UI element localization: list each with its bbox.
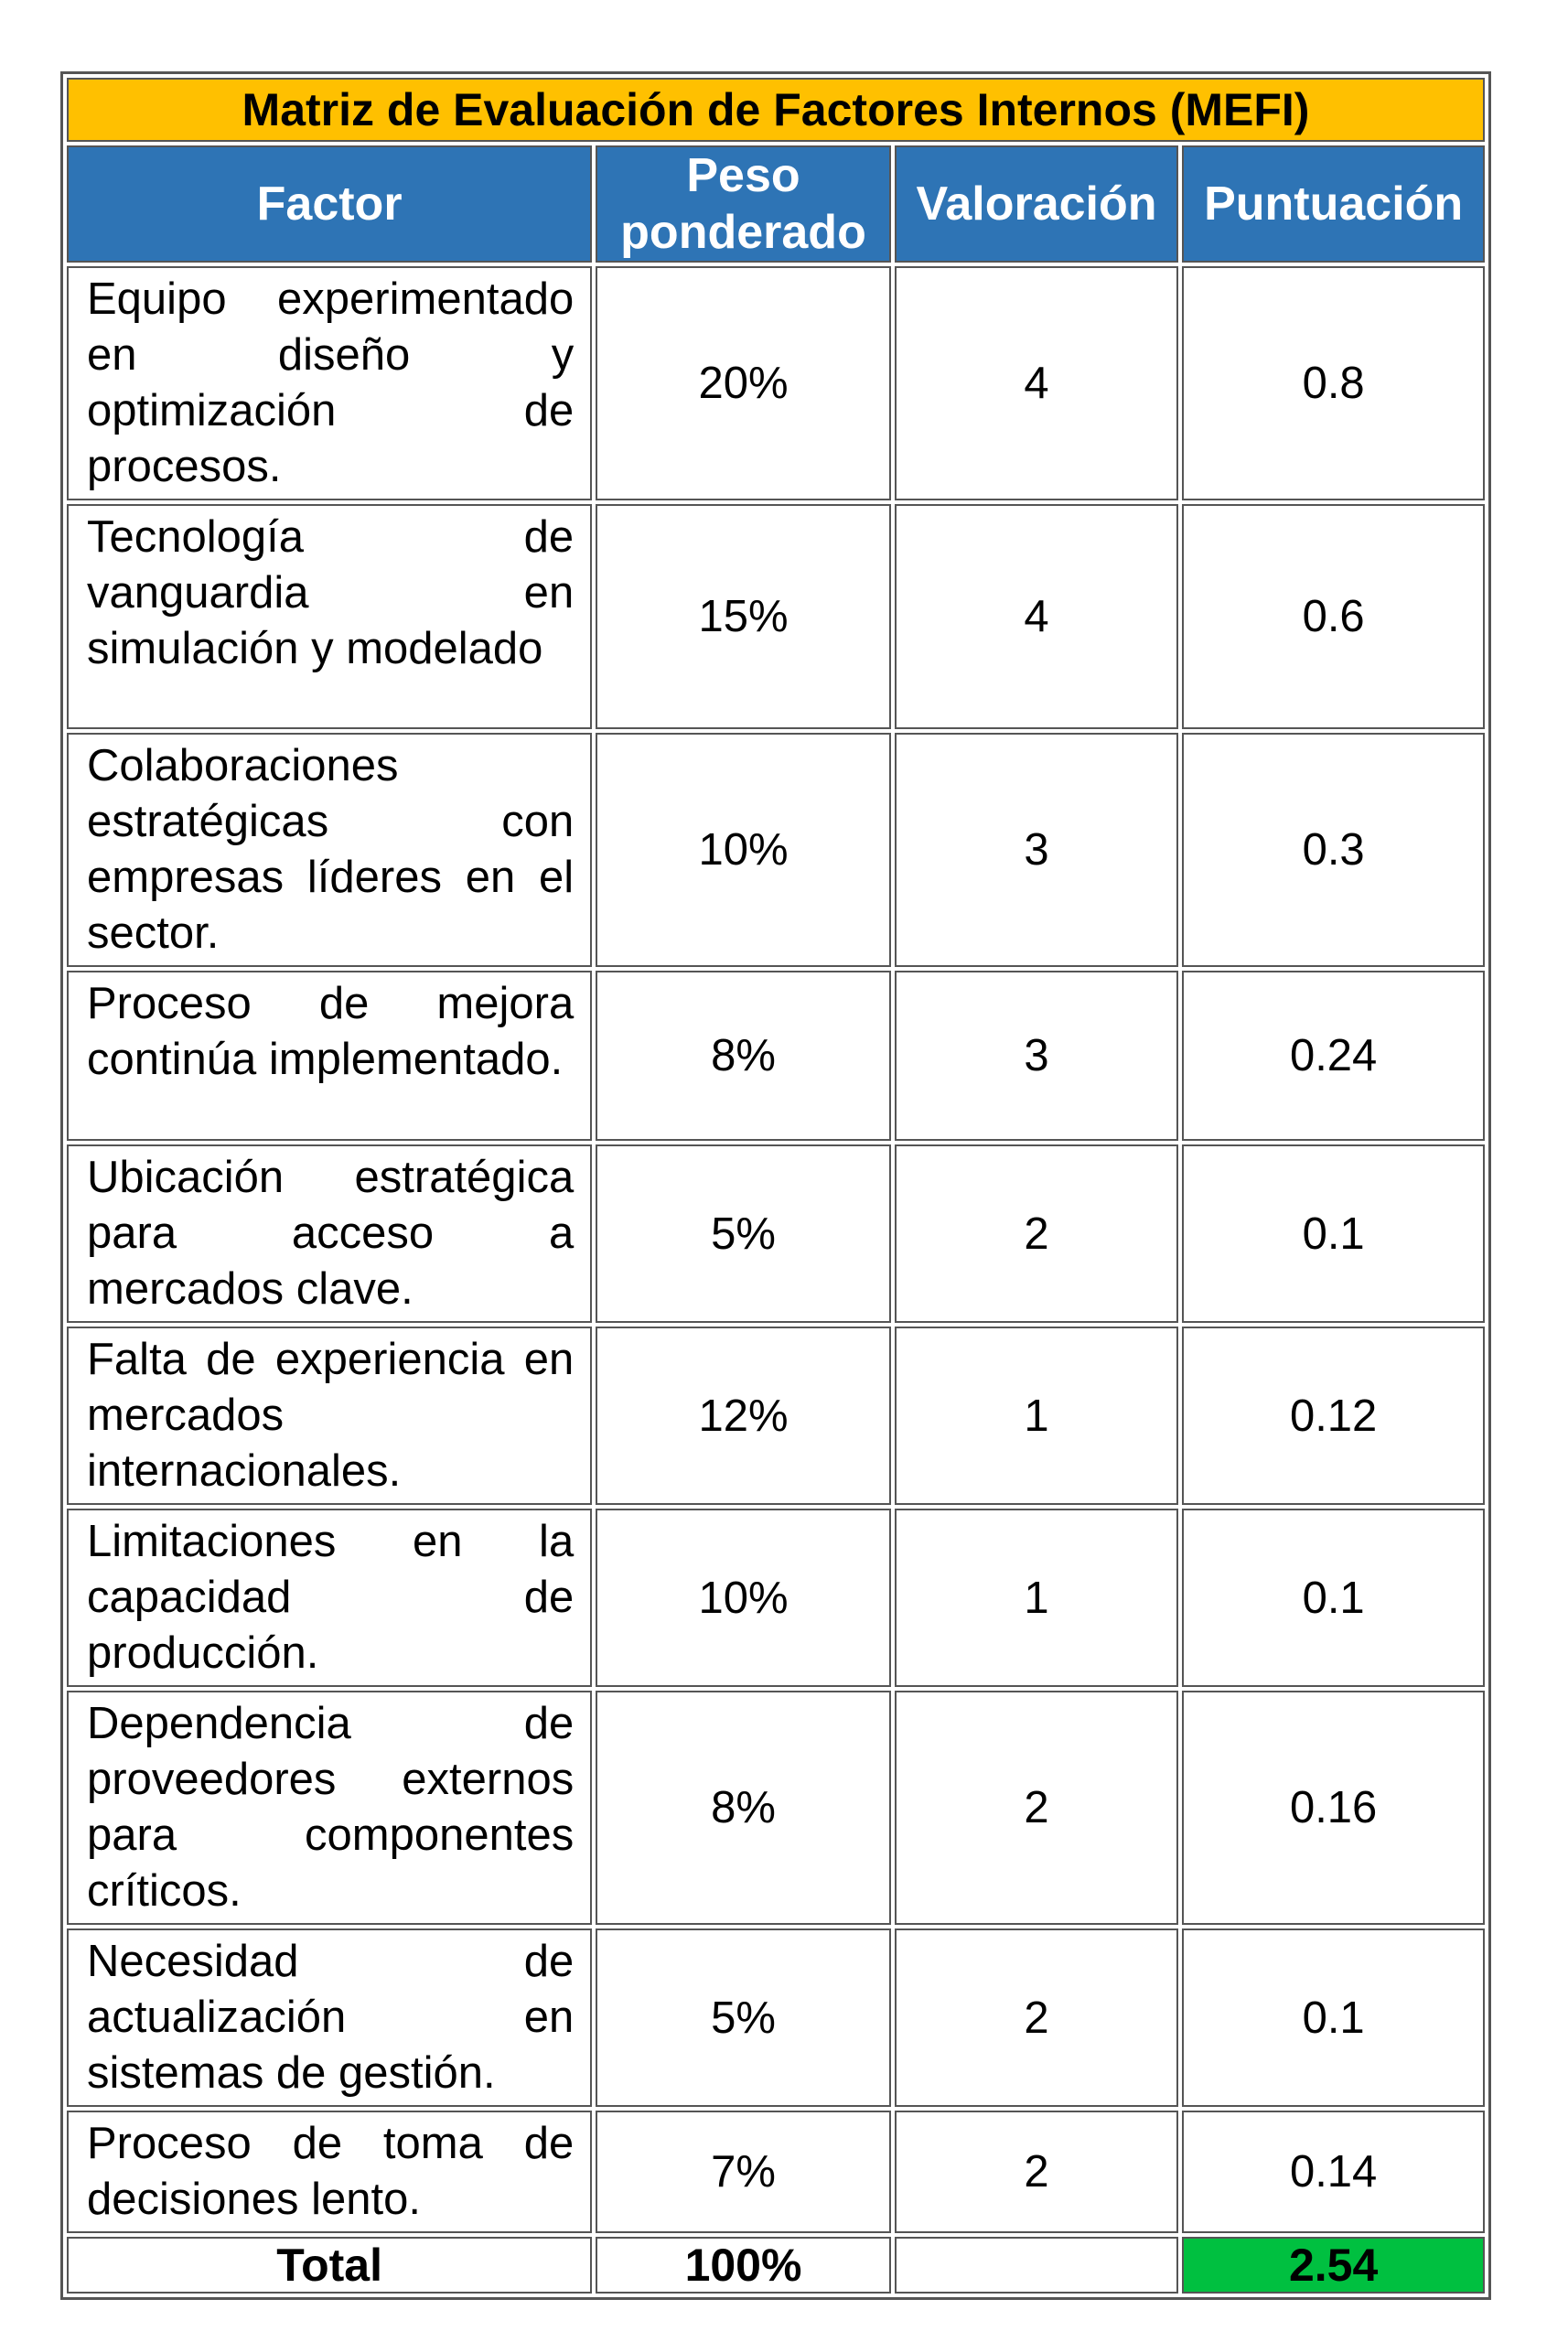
table-row xyxy=(67,1928,1485,2107)
title-row xyxy=(67,78,1485,142)
puntuacion-cell: 0.6 xyxy=(1182,504,1485,729)
valoracion-cell: 3 xyxy=(895,971,1178,1141)
valoracion-cell: 1 xyxy=(895,1327,1178,1505)
factor-cell: Proceso de mejora continúa implementado. xyxy=(67,971,592,1141)
valoracion-cell: 2 xyxy=(895,1691,1178,1925)
peso-cell: 5% xyxy=(596,1144,891,1323)
factor-cell: Equipo experimentado en diseño y optimización de procesos. xyxy=(67,266,592,500)
peso-cell: 8% xyxy=(596,1691,891,1925)
factor-cell: Necesidad de actualización en sistemas de gestión. xyxy=(67,1928,592,2107)
factor-cell: Falta de experiencia en mercados internacionales. xyxy=(67,1327,592,1505)
peso-cell: 10% xyxy=(596,733,891,967)
factor-cell: Colaboraciones estratégicas con empresas líderes en el sector. xyxy=(67,733,592,967)
valoracion-cell: 4 xyxy=(895,266,1178,500)
total-row xyxy=(67,2237,1485,2294)
peso-cell: 15% xyxy=(596,504,891,729)
table-row xyxy=(67,1509,1485,1687)
factor-cell: Dependencia de proveedores externos para componentes críticos. xyxy=(67,1691,592,1925)
table-row xyxy=(67,504,1485,729)
factor-cell: Limitaciones en la capacidad de producción. xyxy=(67,1509,592,1687)
header-peso-line2: ponderado xyxy=(620,206,866,259)
table-title: Matriz de Evaluación de Factores Internos (MEFI) xyxy=(67,78,1485,142)
table-row xyxy=(67,1691,1485,1925)
header-factor: Factor xyxy=(67,145,592,263)
factor-cell: Tecnología de vanguardia en simulación y modelado xyxy=(67,504,592,729)
valoracion-cell: 2 xyxy=(895,2111,1178,2233)
mefi-table xyxy=(60,71,1491,2300)
table-row xyxy=(67,971,1485,1141)
valoracion-cell: 2 xyxy=(895,1144,1178,1323)
total-label: Total xyxy=(67,2237,592,2294)
header-puntuacion: Puntuación xyxy=(1182,145,1485,263)
puntuacion-cell: 0.1 xyxy=(1182,1509,1485,1687)
valoracion-cell: 2 xyxy=(895,1928,1178,2107)
puntuacion-cell: 0.14 xyxy=(1182,2111,1485,2233)
puntuacion-cell: 0.1 xyxy=(1182,1928,1485,2107)
table-row xyxy=(67,733,1485,967)
table-row xyxy=(67,2111,1485,2233)
puntuacion-cell: 0.24 xyxy=(1182,971,1485,1141)
header-row xyxy=(67,145,1485,263)
puntuacion-cell: 0.8 xyxy=(1182,266,1485,500)
table-row xyxy=(67,1327,1485,1505)
peso-cell: 7% xyxy=(596,2111,891,2233)
peso-cell: 20% xyxy=(596,266,891,500)
valoracion-cell: 1 xyxy=(895,1509,1178,1687)
peso-cell: 10% xyxy=(596,1509,891,1687)
peso-cell: 12% xyxy=(596,1327,891,1505)
puntuacion-cell: 0.1 xyxy=(1182,1144,1485,1323)
peso-cell: 5% xyxy=(596,1928,891,2107)
factor-cell: Proceso de toma de decisiones lento. xyxy=(67,2111,592,2233)
header-valoracion: Valoración xyxy=(895,145,1178,263)
valoracion-cell: 4 xyxy=(895,504,1178,729)
total-valoracion xyxy=(895,2237,1178,2294)
peso-cell: 8% xyxy=(596,971,891,1141)
table-row xyxy=(67,266,1485,500)
header-peso xyxy=(596,145,891,263)
table-row xyxy=(67,1144,1485,1323)
valoracion-cell: 3 xyxy=(895,733,1178,967)
factor-cell: Ubicación estratégica para acceso a mercados clave. xyxy=(67,1144,592,1323)
puntuacion-cell: 0.12 xyxy=(1182,1327,1485,1505)
header-peso-line1: Peso xyxy=(686,149,800,202)
total-peso: 100% xyxy=(596,2237,891,2294)
total-puntuacion: 2.54 xyxy=(1182,2237,1485,2294)
puntuacion-cell: 0.16 xyxy=(1182,1691,1485,1925)
puntuacion-cell: 0.3 xyxy=(1182,733,1485,967)
